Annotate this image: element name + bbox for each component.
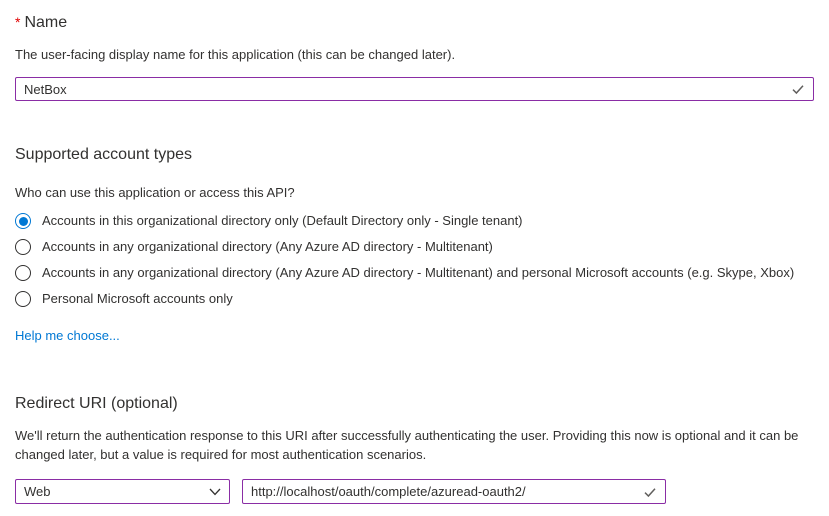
- redirect-uri-field: [242, 479, 666, 504]
- account-types-title: Supported account types: [15, 146, 193, 163]
- name-field: [15, 77, 814, 101]
- account-types-question: Who can use this application or access this API?: [15, 185, 295, 200]
- radio-option-label: Personal Microsoft accounts only: [42, 291, 233, 306]
- account-types-radio-group: [15, 208, 814, 312]
- required-asterisk: *: [15, 14, 21, 30]
- redirect-uri-controls: [15, 479, 814, 504]
- account-type-option-multitenant-personal[interactable]: [15, 260, 814, 286]
- name-section-title: [15, 12, 814, 33]
- radio-button-icon[interactable]: [15, 239, 31, 255]
- radio-option-label: Accounts in this organizational directory only (Default Directory only - Single tenant): [42, 213, 523, 228]
- account-type-option-multitenant[interactable]: [15, 234, 814, 260]
- name-description: The user-facing display name for this application (this can be changed later).: [15, 47, 456, 62]
- radio-button-icon[interactable]: [15, 265, 31, 281]
- radio-option-label: Accounts in any organizational directory (Any Azure AD directory - Multitenant) and personal Microsoft accounts (e.g. Skype, Xbox): [42, 265, 795, 280]
- platform-select-value: Web: [24, 484, 51, 499]
- redirect-uri-title: Redirect URI (optional): [15, 395, 178, 412]
- platform-select[interactable]: [15, 479, 230, 504]
- help-me-choose-link[interactable]: Help me choose...: [15, 328, 120, 343]
- name-title-text: Name: [24, 14, 68, 31]
- chevron-down-icon: [209, 488, 221, 496]
- account-type-option-personal-only[interactable]: [15, 286, 814, 312]
- redirect-uri-description: We'll return the authentication response to this URI after successfully authenticating the user. Providing this now is optional and it can be changed later, but a value is required for most authentication scenarios.: [15, 428, 799, 462]
- radio-button-icon[interactable]: [15, 213, 31, 229]
- radio-button-icon[interactable]: [15, 291, 31, 307]
- redirect-uri-input[interactable]: [243, 484, 665, 499]
- name-input[interactable]: [16, 82, 813, 97]
- radio-option-label: Accounts in any organizational directory (Any Azure AD directory - Multitenant): [42, 239, 493, 254]
- account-type-option-single-tenant[interactable]: [15, 208, 814, 234]
